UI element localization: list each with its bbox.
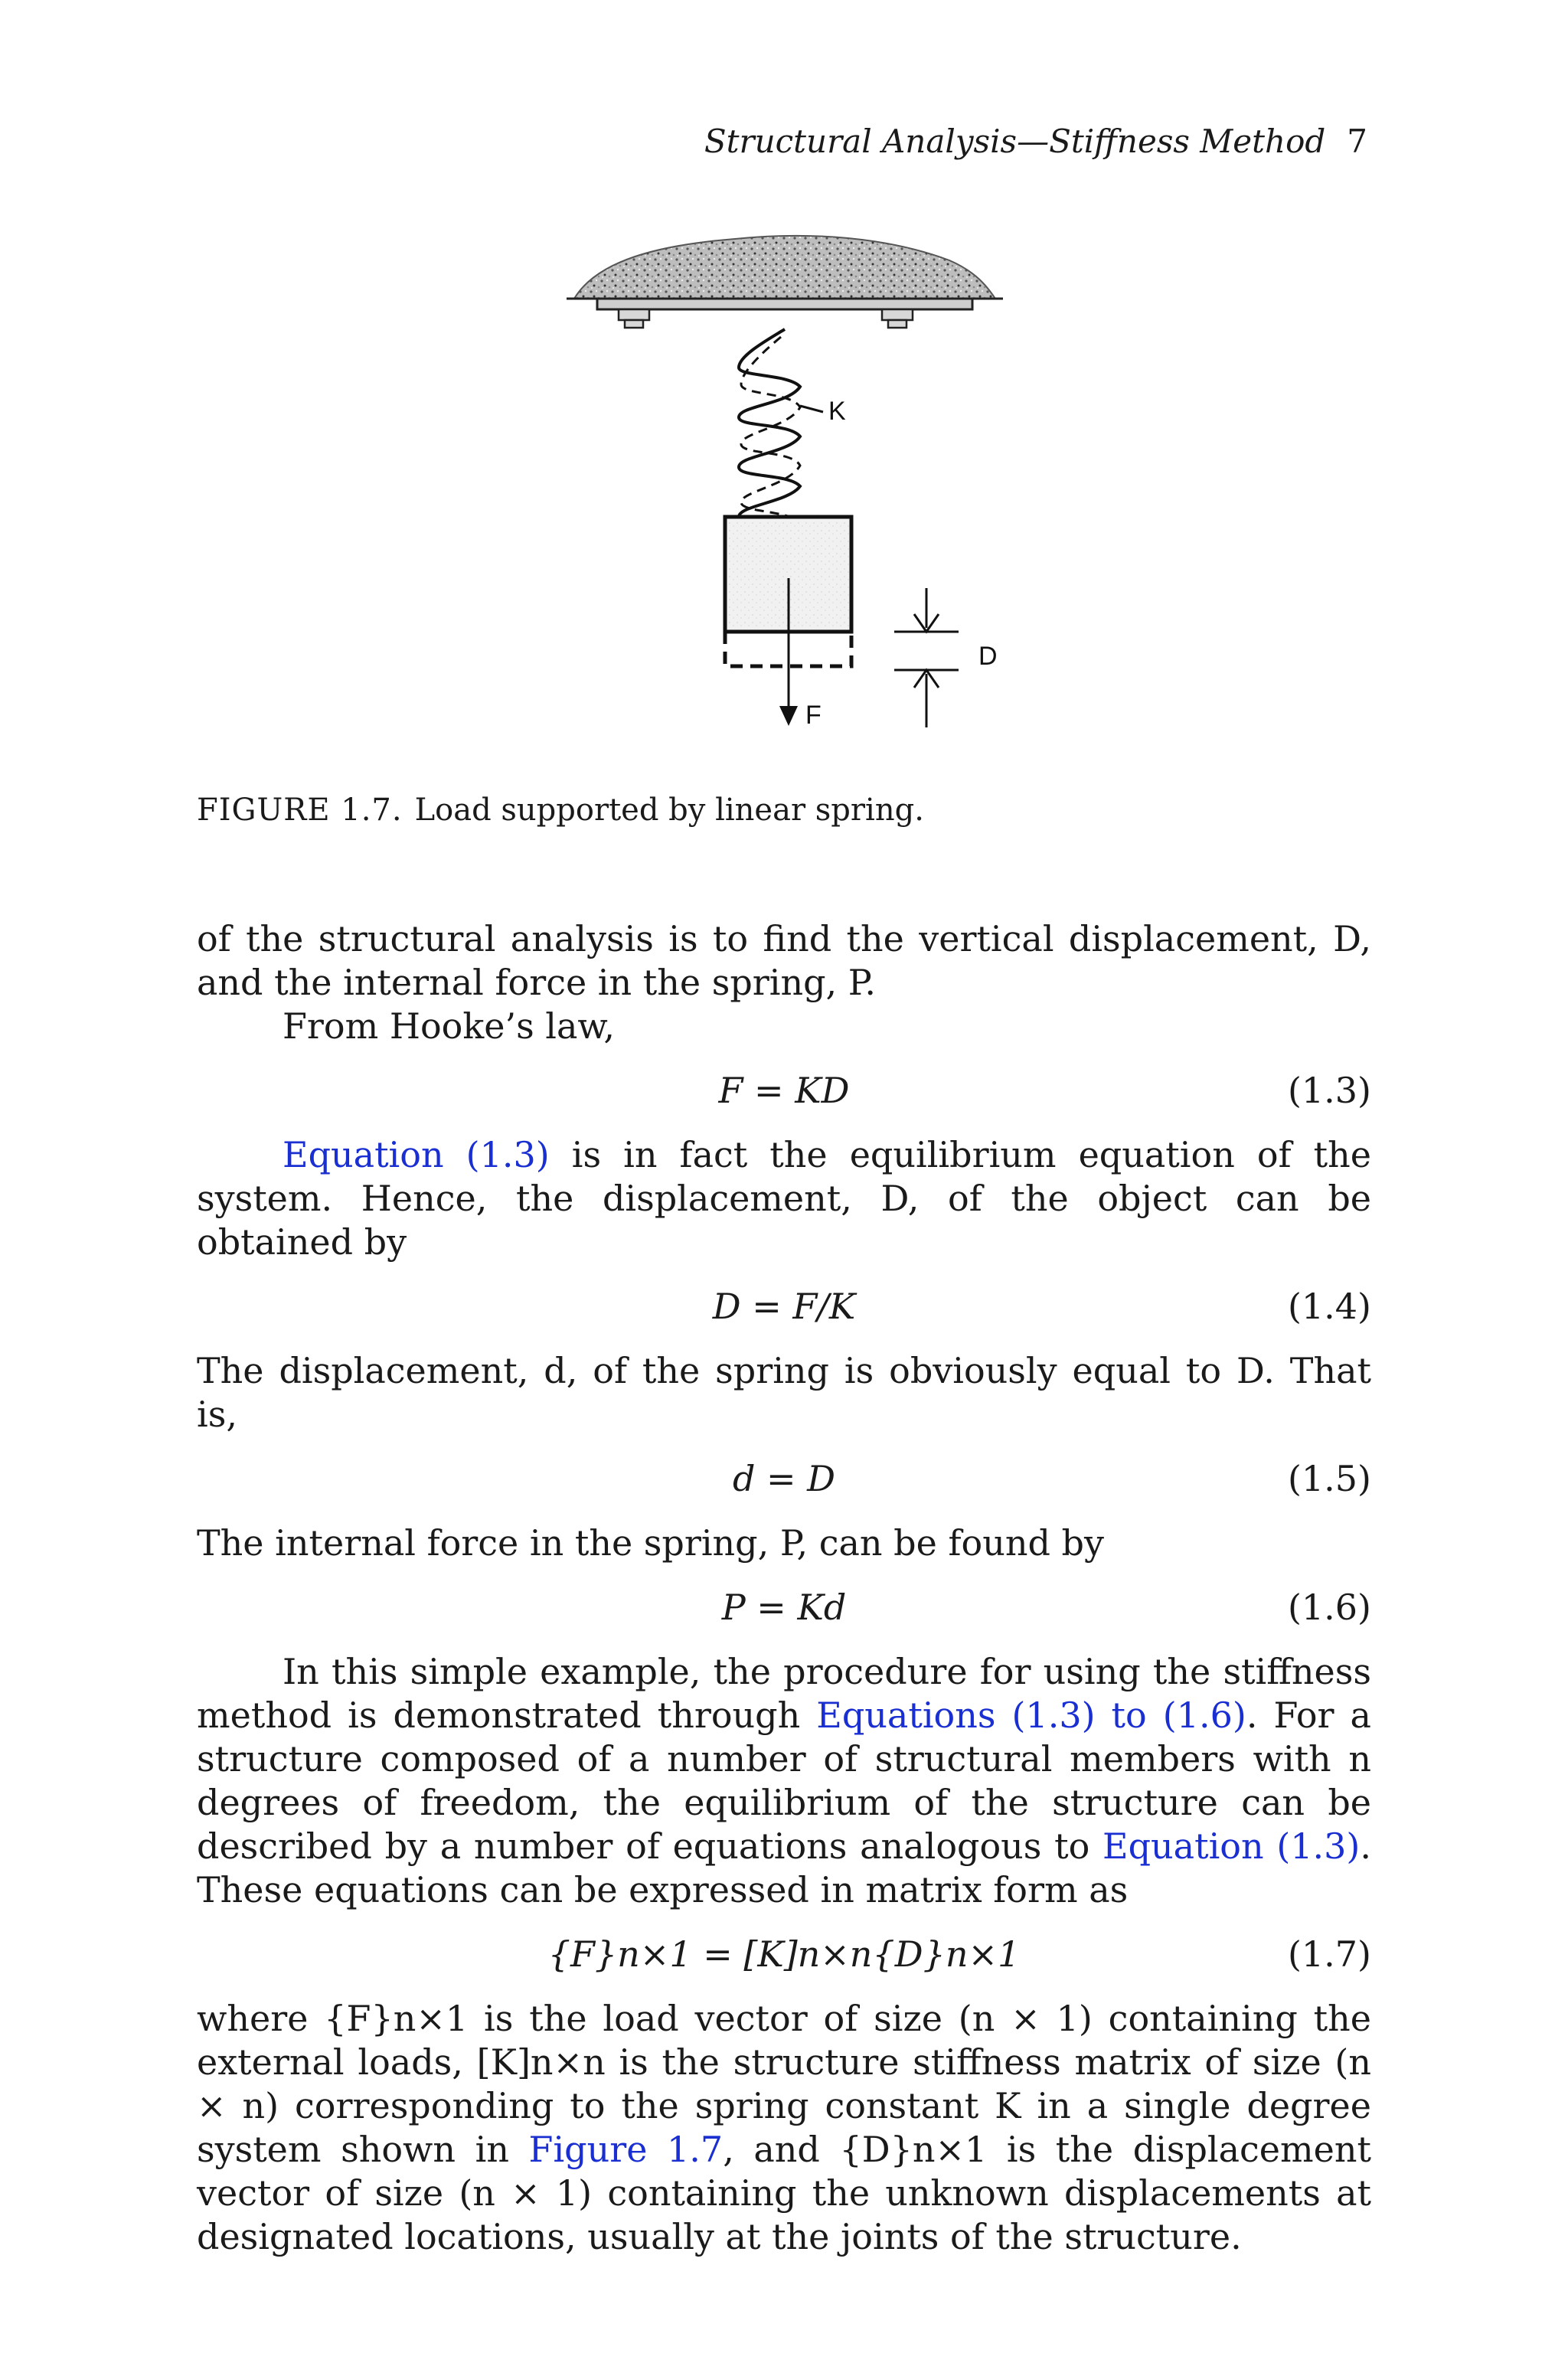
paragraph-7-text-a: where {F}n×1 is the load vector of size (n × 1) containing the external loads, [K]n×n is the structure stiffness matrix of size (n × n) corresponding to the spring constant K in a single degree system shown in [197, 1998, 1371, 2170]
spring-load-figure [536, 214, 1087, 750]
force-label: F [805, 701, 822, 730]
equation-number: (1.5) [1287, 1458, 1371, 1499]
equation-body: D = F/K [712, 1286, 856, 1327]
paragraph-2: From Hooke’s law, [283, 1005, 615, 1047]
figure-caption-text: Load supported by linear spring. [414, 793, 924, 828]
body-text [197, 917, 1371, 2259]
equation-body: P = Kd [721, 1587, 847, 1628]
equation-number: (1.4) [1287, 1286, 1371, 1327]
force-arrowhead [779, 706, 798, 726]
paragraph-4: The displacement, d, of the spring is obviously equal to D. That is, [197, 1350, 1371, 1435]
figure-link[interactable]: Figure 1.7 [528, 2129, 724, 2170]
equation-1-6 [197, 1586, 1371, 1629]
equation-1-3 [197, 1069, 1371, 1113]
equation-body: F = KD [718, 1070, 850, 1111]
paragraph-7-text-b: , and {D}n×1 is the displacement vector of size (n × 1) containing the unknown displacements at designated locations, usually at the joints of the structure. [197, 2129, 1371, 2257]
bolt-icon [882, 309, 913, 328]
equation-link[interactable]: Equation (1.3) [1102, 1825, 1361, 1867]
equation-1-7 [197, 1933, 1371, 1976]
figure-label: FIGURE 1.7. [197, 793, 403, 828]
paragraph-6-text-a: In this simple example, the procedure for using the stiffness method is demonstrated through [197, 1651, 1371, 1736]
equation-number: (1.3) [1287, 1070, 1371, 1111]
displacement-label: D [978, 642, 998, 671]
equation-link[interactable]: Equation (1.3) [283, 1134, 550, 1175]
paragraph-7 [197, 1997, 1371, 2259]
figure-caption [197, 793, 924, 828]
equation-1-4 [197, 1285, 1371, 1329]
equation-1-5 [197, 1457, 1371, 1501]
equation-number: (1.6) [1287, 1587, 1371, 1628]
paragraph-1: of the structural analysis is to find the vertical displacement, D, and the internal force in the spring, P. [197, 918, 1371, 1003]
ceiling-plate [597, 299, 972, 309]
paragraph-5: The internal force in the spring, P, can be found by [197, 1522, 1104, 1564]
equation-number: (1.7) [1287, 1933, 1371, 1975]
paragraph-6-text-b: . For a structure composed of a number of structural members with n degrees of freedom, the equilibrium of the structure can be described by a number of equations analogous to [197, 1695, 1371, 1867]
equation-body: d = D [732, 1458, 836, 1499]
running-head [704, 123, 1367, 160]
ground-mass [574, 236, 995, 299]
paragraph-3 [197, 1133, 1371, 1264]
equation-body: {F}n×1 = [K]n×n{D}n×1 [547, 1933, 1021, 1975]
spring-constant-label: K [828, 397, 846, 426]
bolt-icon [619, 309, 649, 328]
equations-link[interactable]: Equations (1.3) to (1.6) [816, 1695, 1246, 1736]
running-head-title: Structural Analysis—Stiffness Method [704, 123, 1326, 160]
paragraph-6-text-c: . These equations can be expressed in matrix form as [197, 1825, 1372, 1910]
paragraph-6 [197, 1650, 1371, 1912]
page-number: 7 [1347, 123, 1367, 160]
paragraph-3-text: is in fact the equilibrium equation of the system. Hence, the displacement, D, of the object can be obtained by [197, 1134, 1371, 1263]
